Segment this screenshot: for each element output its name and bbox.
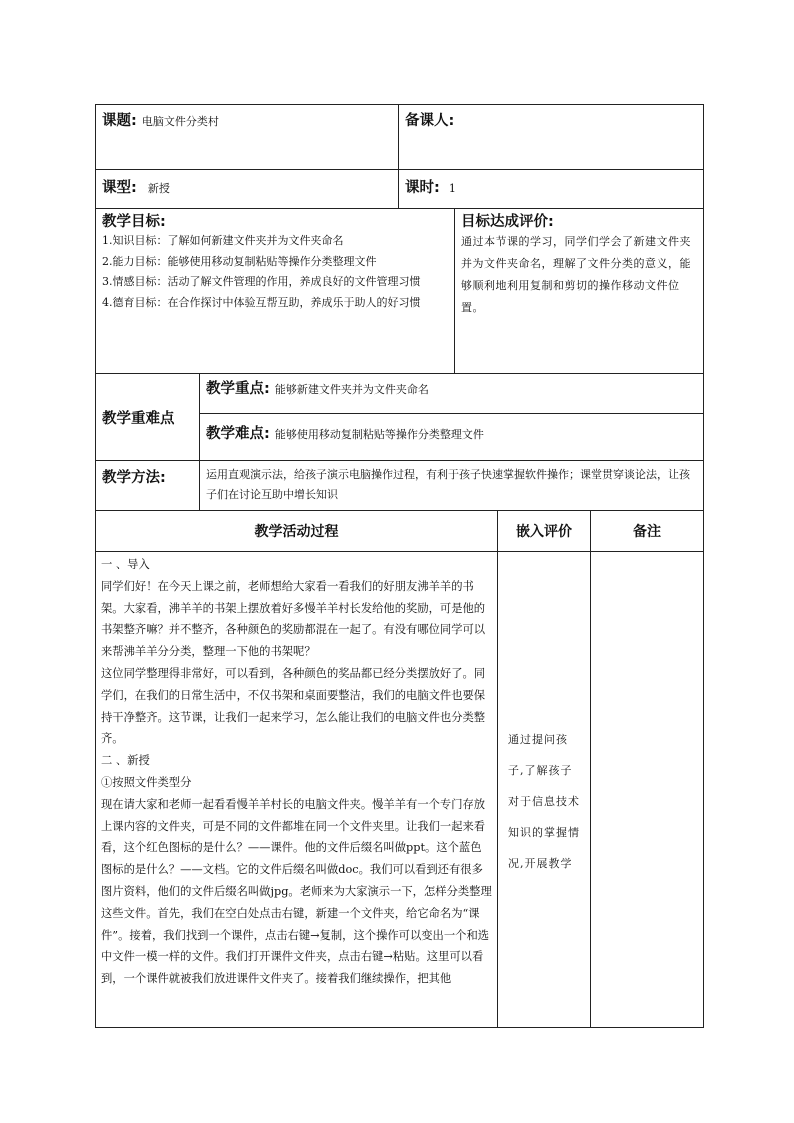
type-value: 新授 [147, 182, 170, 195]
methods-table [95, 460, 704, 511]
focus-text: 能够新建文件夹并为文件夹命名 [274, 383, 429, 396]
remarks-header: 备注 [591, 511, 704, 552]
hours-cell [399, 170, 704, 209]
objectives-label: 教学目标: [102, 214, 166, 230]
hours-value: 1 [448, 182, 456, 195]
process-paragraph: ①按照文件类型分 [101, 775, 192, 789]
process-header: 教学活动过程 [96, 511, 498, 552]
embedded-eval-header: 嵌入评价 [498, 511, 591, 552]
embedded-eval-cell [498, 552, 591, 1028]
key-points-table [95, 373, 704, 461]
process-paragraph: 这位同学整理得非常好，可以看到，各种颜色的奖品都已经分类摆放好了。同学们，在我们的日常生活中，不仅书架和桌面要整洁，我们的电脑文件也要保持干净整齐。这节课，让我们一起来学习，怎么能让我们的电脑文件也分类整齐。 [101, 666, 486, 746]
evaluation-cell [455, 209, 704, 374]
objectives-table [95, 208, 704, 374]
process-paragraph: 一 、导入 [101, 558, 150, 571]
process-table [95, 510, 704, 1028]
difficulty-text: 能够使用移动复制粘贴等操作分类整理文件 [274, 428, 484, 441]
process-paragraph: 二 、新授 [101, 754, 150, 768]
topic-label: 课题: [102, 113, 137, 129]
methods-label: 教学方法: [96, 461, 200, 511]
methods-text: 运用直观演示法，给孩子演示电脑操作过程，有利于孩子快速掌握软件操作；课堂贯穿谈论法，让孩子们在讨论互助中增长知识 [200, 461, 704, 511]
preparer-cell [399, 105, 704, 170]
hours-label: 课时: [405, 180, 440, 196]
objective-item: 2.能力目标：能够使用移动复制粘贴等操作分类整理文件 [102, 254, 377, 268]
process-paragraph: 现在请大家和老师一起看看慢羊羊村长的电脑文件夹。慢羊羊有一个专门存放上课内容的文件夹，可是不同的文件都堆在同一个文件夹里。让我们一起来看看，这个红色图标的是什么？——课件。他的文件后缀名叫做ppt。这个蓝色图标的是什么？——文档。它的文件后缀名叫做doc。我们可以看到还有很多图片资料，他们的文件后缀名叫做jpg。老师来为大家演示一下，怎样分类整理这些文件。首先，我们在空白处点击右键，新建一个文件夹，给它命名为“课件”。接着，我们找到一个课件，点击右键→复制，这个操作可以变出一个和选中文件一模一样的文件。我们打开课件文件夹，点击右键→粘贴。这里可以看到，一个课件就被我们放进课件文件夹了。接着我们继续操作，把其他 [101, 797, 492, 986]
remarks-cell [591, 552, 704, 1028]
header-table [95, 104, 704, 209]
objectives-list [102, 231, 448, 313]
objective-item: 3.情感目标：活动了解文件管理的作用，养成良好的文件管理习惯 [102, 275, 421, 288]
type-label: 课型: [102, 180, 137, 196]
difficulty-cell [200, 414, 704, 461]
process-content [96, 552, 498, 1028]
evaluation-text: 通过本节课的学习，同学们学会了新建文件夹并为文件夹命名，理解了文件分类的意义，能够顺利地利用复制和剪切的操作移动文件位置。 [461, 235, 691, 314]
topic-value: 电脑文件分类村 [141, 115, 219, 128]
type-cell [96, 170, 399, 209]
embedded-eval-text: 通过提问孩子,了解孩子对于信息技术知识的掌握情况,开展教学 [508, 733, 580, 870]
process-paragraph: 同学们好！在今天上课之前，老师想给大家看一看我们的好朋友沸羊羊的书架。大家看，沸羊羊的书架上摆放着好多慢羊羊村长发给他的奖励，可是他的书架整齐嘛？并不整齐，各种颜色的奖励都混在一起了。有没有哪位同学可以来帮沸羊羊分分类，整理一下他的书架呢？ [101, 579, 486, 659]
lesson-plan-page [95, 104, 703, 1028]
difficulty-label: 教学难点: [206, 426, 270, 442]
focus-label: 教学重点: [206, 381, 270, 397]
objectives-cell [96, 209, 455, 374]
key-points-section-label: 教学重难点 [96, 374, 200, 461]
topic-cell [96, 105, 399, 170]
preparer-label: 备课人: [405, 113, 455, 129]
evaluation-label: 目标达成评价: [461, 214, 554, 230]
objective-item: 4.德育目标：在合作探讨中体验互帮互助，养成乐于助人的好习惯 [102, 295, 421, 309]
focus-cell [200, 374, 704, 414]
objective-item: 1.知识目标：了解如何新建文件夹并为文件夹命名 [102, 234, 344, 247]
